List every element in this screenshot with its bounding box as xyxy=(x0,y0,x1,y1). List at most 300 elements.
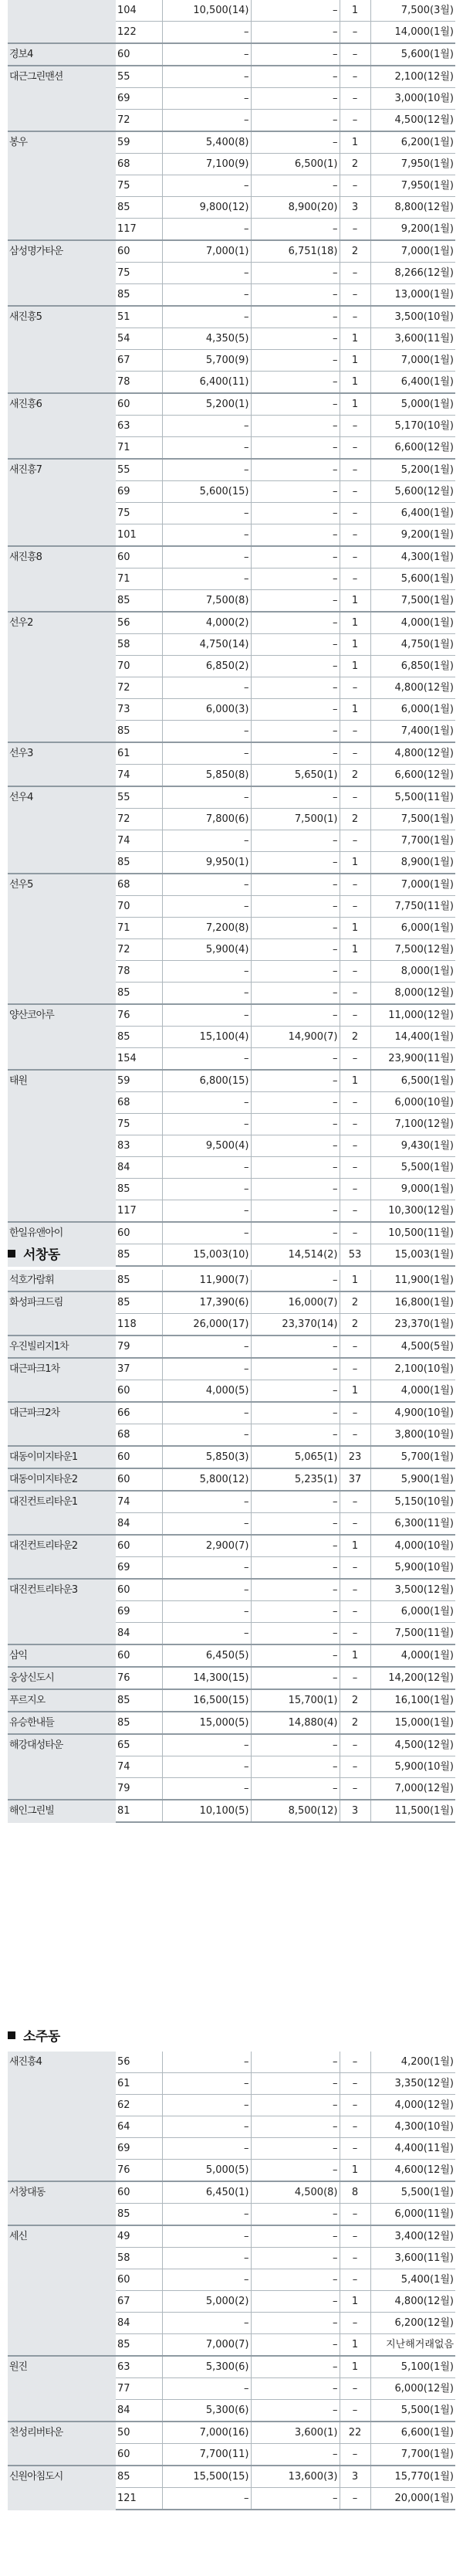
count-cell: 2 xyxy=(340,765,370,787)
trade-price-cell: – xyxy=(251,677,340,699)
listing-price-cell: 7,200(8) xyxy=(162,918,251,939)
trade-price-cell: – xyxy=(251,393,340,416)
area-cell: 74 xyxy=(116,1491,162,1513)
recent-price-cell: 5,400(1월) xyxy=(370,2269,455,2291)
apartment-name: 웅상신도시 xyxy=(8,1667,116,1689)
trade-price-cell: – xyxy=(251,2356,340,2378)
listing-price-cell: 11,900(7) xyxy=(162,1270,251,1291)
recent-price-cell: 4,500(5월) xyxy=(370,1336,455,1358)
area-cell: 63 xyxy=(116,2356,162,2378)
count-cell: – xyxy=(340,437,370,460)
table-row xyxy=(8,1712,455,1734)
recent-price-cell: 14,200(12월) xyxy=(370,1667,455,1689)
listing-price-cell: 10,100(5) xyxy=(162,1800,251,1822)
listing-price-cell: – xyxy=(162,1491,251,1513)
trade-price-cell: 23,370(14) xyxy=(251,1314,340,1336)
listing-price-cell: – xyxy=(162,2073,251,2095)
count-cell: – xyxy=(340,43,370,66)
count-cell: – xyxy=(340,2378,370,2400)
area-cell: 85 xyxy=(116,721,162,743)
recent-price-cell: 6,200(12월) xyxy=(370,2313,455,2334)
area-cell: 58 xyxy=(116,634,162,656)
listing-price-cell: – xyxy=(162,961,251,983)
listing-price-cell: 4,000(5) xyxy=(162,1380,251,1403)
recent-price-cell: 3,350(12월) xyxy=(370,2073,455,2095)
count-cell: – xyxy=(340,1557,370,1580)
area-cell: 37 xyxy=(116,1358,162,1380)
table-row xyxy=(8,1579,455,1601)
table-row xyxy=(8,1446,455,1468)
count-cell: – xyxy=(340,219,370,241)
area-cell: 60 xyxy=(116,1380,162,1403)
listing-price-cell: – xyxy=(162,2095,251,2116)
count-cell: – xyxy=(340,503,370,524)
recent-price-cell: 23,370(1월) xyxy=(370,1314,455,1336)
trade-price-cell: – xyxy=(251,1535,340,1557)
area-cell: 75 xyxy=(116,175,162,197)
trade-price-cell: – xyxy=(251,219,340,241)
area-cell: 74 xyxy=(116,765,162,787)
recent-price-cell: 11,000(12월) xyxy=(370,1004,455,1027)
recent-price-cell: 3,800(10월) xyxy=(370,1424,455,1447)
table-row xyxy=(8,1270,455,1291)
trade-price-cell: – xyxy=(251,1557,340,1580)
listing-price-cell: – xyxy=(162,88,251,110)
listing-price-cell: 16,500(15) xyxy=(162,1689,251,1712)
area-cell: 85 xyxy=(116,197,162,219)
trade-price-cell: – xyxy=(251,1222,340,1244)
listing-price-cell: 5,000(2) xyxy=(162,2291,251,2313)
count-cell: 1 xyxy=(340,1380,370,1403)
count-cell: – xyxy=(340,88,370,110)
count-cell: – xyxy=(340,2313,370,2334)
area-cell: 64 xyxy=(116,2116,162,2138)
trade-price-cell: – xyxy=(251,1734,340,1756)
trade-price-cell: 5,650(1) xyxy=(251,765,340,787)
listing-price-cell: – xyxy=(162,677,251,699)
count-cell: 1 xyxy=(340,590,370,613)
area-cell: 60 xyxy=(116,240,162,263)
listing-price-cell: – xyxy=(162,721,251,743)
area-cell: 75 xyxy=(116,503,162,524)
listing-price-cell: – xyxy=(162,786,251,809)
area-cell: 59 xyxy=(116,131,162,154)
area-cell: 60 xyxy=(116,1535,162,1557)
trade-price-cell: – xyxy=(251,2052,340,2073)
recent-price-cell: 6,400(1월) xyxy=(370,372,455,394)
table-row xyxy=(8,240,455,263)
trade-price-cell: – xyxy=(251,1513,340,1536)
recent-price-cell: 5,500(1월) xyxy=(370,2181,455,2204)
recent-price-cell: 15,003(1월) xyxy=(370,1244,455,1267)
recent-price-cell: 7,400(1월) xyxy=(370,721,455,743)
area-cell: 55 xyxy=(116,66,162,88)
area-cell: 85 xyxy=(116,983,162,1005)
listing-price-cell: – xyxy=(162,1179,251,1200)
trade-price-cell: – xyxy=(251,786,340,809)
trade-price-cell: – xyxy=(251,1092,340,1114)
area-cell: 84 xyxy=(116,2313,162,2334)
listing-price-cell: – xyxy=(162,22,251,44)
area-cell: 72 xyxy=(116,677,162,699)
count-cell: 2 xyxy=(340,809,370,830)
count-cell: – xyxy=(340,2400,370,2422)
listing-price-cell: – xyxy=(162,416,251,437)
trade-price-cell: – xyxy=(251,524,340,547)
trade-price-cell: – xyxy=(251,2073,340,2095)
count-cell: – xyxy=(340,1756,370,1778)
area-cell: 81 xyxy=(116,1800,162,1822)
listing-price-cell: – xyxy=(162,43,251,66)
trade-price-cell: – xyxy=(251,88,340,110)
recent-price-cell: 6,400(1월) xyxy=(370,503,455,524)
count-cell: – xyxy=(340,546,370,568)
area-cell: 78 xyxy=(116,372,162,394)
apartment-name: 석호가람휘 xyxy=(8,1270,116,1291)
recent-price-cell: 9,430(1월) xyxy=(370,1135,455,1157)
area-cell: 84 xyxy=(116,1623,162,1645)
recent-price-cell: 8,000(12월) xyxy=(370,983,455,1005)
apartment-name: 새진흥6 xyxy=(8,393,116,459)
recent-price-cell: 4,500(12월) xyxy=(370,1734,455,1756)
table-row xyxy=(8,1734,455,1756)
count-cell: – xyxy=(340,830,370,852)
listing-price-cell: – xyxy=(162,1157,251,1179)
recent-price-cell: 4,000(1월) xyxy=(370,1380,455,1403)
trade-price-cell: – xyxy=(251,372,340,394)
recent-price-cell: 6,500(1월) xyxy=(370,1070,455,1092)
table-row xyxy=(8,612,455,634)
count-cell: – xyxy=(340,961,370,983)
listing-price-cell: 7,700(11) xyxy=(162,2444,251,2466)
count-cell: – xyxy=(340,481,370,503)
count-cell: 1 xyxy=(340,2291,370,2313)
count-cell: – xyxy=(340,1623,370,1645)
trade-price-cell: 8,900(20) xyxy=(251,197,340,219)
area-cell: 85 xyxy=(116,2466,162,2488)
recent-price-cell: 3,000(10월) xyxy=(370,88,455,110)
trade-price-cell: – xyxy=(251,634,340,656)
listing-price-cell: – xyxy=(162,263,251,284)
listing-price-cell: – xyxy=(162,1424,251,1447)
trade-price-cell: – xyxy=(251,1424,340,1447)
apartment-name: 서창대동 xyxy=(8,2181,116,2225)
listing-price-cell: – xyxy=(162,1756,251,1778)
table-row xyxy=(8,742,455,765)
trade-price-cell: – xyxy=(251,1336,340,1358)
table-row xyxy=(8,459,455,481)
apartment-name: 푸르지오 xyxy=(8,1689,116,1712)
recent-price-cell: 4,750(1월) xyxy=(370,634,455,656)
recent-price-cell: 6,000(1월) xyxy=(370,1601,455,1623)
listing-price-cell: – xyxy=(162,1601,251,1623)
count-cell: – xyxy=(340,1513,370,1536)
recent-price-cell: 3,600(11월) xyxy=(370,2248,455,2269)
recent-price-cell: 6,000(1월) xyxy=(370,918,455,939)
listing-price-cell: 5,900(4) xyxy=(162,939,251,961)
area-cell: 85 xyxy=(116,1027,162,1048)
count-cell: 1 xyxy=(340,372,370,394)
count-cell: – xyxy=(340,1491,370,1513)
apartment-name: 대근그린맨션 xyxy=(8,66,116,131)
table-row xyxy=(8,2422,455,2444)
recent-price-cell: 7,000(12월) xyxy=(370,1778,455,1800)
trade-price-cell: – xyxy=(251,656,340,677)
area-cell: 72 xyxy=(116,110,162,132)
area-cell: 73 xyxy=(116,699,162,721)
area-cell: 60 xyxy=(116,1579,162,1601)
listing-price-cell: – xyxy=(162,874,251,896)
area-cell: 154 xyxy=(116,1048,162,1071)
apartment-name: 해강대성타운 xyxy=(8,1734,116,1800)
listing-price-cell: – xyxy=(162,437,251,460)
trade-price-cell: 4,500(8) xyxy=(251,2181,340,2204)
listing-price-cell: – xyxy=(162,830,251,852)
area-cell: 104 xyxy=(116,0,162,22)
recent-price-cell: 5,600(1월) xyxy=(370,43,455,66)
trade-price-cell: – xyxy=(251,612,340,634)
area-cell: 61 xyxy=(116,742,162,765)
recent-price-cell: 5,600(12월) xyxy=(370,481,455,503)
count-cell: 1 xyxy=(340,918,370,939)
listing-price-cell: – xyxy=(162,2248,251,2269)
table-row xyxy=(8,1291,455,1314)
table-row xyxy=(8,66,455,88)
area-cell: 56 xyxy=(116,612,162,634)
apartment-name: 새진흥4 xyxy=(8,2052,116,2181)
listing-price-cell: 5,300(6) xyxy=(162,2400,251,2422)
listing-price-cell: 6,000(3) xyxy=(162,699,251,721)
recent-price-cell: 5,600(1월) xyxy=(370,568,455,590)
trade-price-cell: – xyxy=(251,1623,340,1645)
recent-price-cell: 3,500(10월) xyxy=(370,306,455,328)
table-row xyxy=(8,1667,455,1689)
area-cell: 69 xyxy=(116,88,162,110)
table-row xyxy=(8,786,455,809)
listing-price-cell: – xyxy=(162,1513,251,1536)
count-cell: – xyxy=(340,721,370,743)
recent-price-cell: 11,500(1월) xyxy=(370,1800,455,1822)
count-cell: 3 xyxy=(340,197,370,219)
apartment-name xyxy=(8,0,116,43)
section-title: 서창동 xyxy=(23,1247,60,1263)
listing-price-cell: 14,300(15) xyxy=(162,1667,251,1689)
square-bullet-icon xyxy=(8,2031,15,2039)
trade-price-cell: – xyxy=(251,416,340,437)
trade-price-cell: – xyxy=(251,481,340,503)
recent-price-cell: 7,500(11월) xyxy=(370,1623,455,1645)
area-cell: 69 xyxy=(116,2138,162,2160)
listing-price-cell: – xyxy=(162,896,251,918)
apartment-name: 화성파크드림 xyxy=(8,1291,116,1336)
count-cell: 1 xyxy=(340,131,370,154)
recent-price-cell: 5,500(11월) xyxy=(370,786,455,809)
recent-price-cell: 5,200(1월) xyxy=(370,459,455,481)
table-row xyxy=(8,1402,455,1424)
listing-price-cell: 6,850(2) xyxy=(162,656,251,677)
trade-price-cell: – xyxy=(251,1270,340,1291)
count-cell: 1 xyxy=(340,350,370,372)
apartment-name: 우진빌리지1차 xyxy=(8,1336,116,1358)
recent-price-cell: 11,900(1월) xyxy=(370,1270,455,1291)
table-row xyxy=(8,393,455,416)
recent-price-cell: 16,800(1월) xyxy=(370,1291,455,1314)
area-cell: 85 xyxy=(116,1712,162,1734)
listing-price-cell: – xyxy=(162,1734,251,1756)
area-cell: 60 xyxy=(116,546,162,568)
area-cell: 83 xyxy=(116,1135,162,1157)
price-table-seochang xyxy=(8,1270,455,1823)
area-cell: 68 xyxy=(116,1424,162,1447)
trade-price-cell: – xyxy=(251,2160,340,2182)
area-cell: 84 xyxy=(116,1513,162,1536)
recent-price-cell: 10,500(11월) xyxy=(370,1222,455,1244)
count-cell: – xyxy=(340,524,370,547)
count-cell: – xyxy=(340,2248,370,2269)
listing-price-cell: 15,000(5) xyxy=(162,1712,251,1734)
area-cell: 79 xyxy=(116,1778,162,1800)
area-cell: 56 xyxy=(116,2052,162,2073)
count-cell: – xyxy=(340,2444,370,2466)
count-cell: – xyxy=(340,1667,370,1689)
count-cell: 37 xyxy=(340,1468,370,1491)
listing-price-cell: – xyxy=(162,1048,251,1071)
listing-price-cell: 5,850(3) xyxy=(162,1446,251,1468)
listing-price-cell: 5,300(6) xyxy=(162,2356,251,2378)
listing-price-cell: 6,400(11) xyxy=(162,372,251,394)
table-row xyxy=(8,0,455,22)
apartment-name: 새진흥7 xyxy=(8,459,116,546)
section-title: 소주동 xyxy=(23,2029,60,2045)
area-cell: 85 xyxy=(116,284,162,307)
apartment-name: 신원아침도시 xyxy=(8,2466,116,2510)
count-cell: – xyxy=(340,2138,370,2160)
table-row xyxy=(8,546,455,568)
recent-price-cell: 6,300(11월) xyxy=(370,1513,455,1536)
area-cell: 61 xyxy=(116,2073,162,2095)
trade-price-cell: – xyxy=(251,830,340,852)
area-cell: 85 xyxy=(116,2334,162,2357)
area-cell: 68 xyxy=(116,1092,162,1114)
count-cell: – xyxy=(340,2488,370,2510)
trade-price-cell: – xyxy=(251,699,340,721)
recent-price-cell: 5,900(1월) xyxy=(370,1468,455,1491)
count-cell: 1 xyxy=(340,612,370,634)
count-cell: – xyxy=(340,1424,370,1447)
listing-price-cell: – xyxy=(162,546,251,568)
recent-price-cell: 4,000(10월) xyxy=(370,1535,455,1557)
count-cell: 2 xyxy=(340,1712,370,1734)
apartment-name: 대동이미지타운1 xyxy=(8,1446,116,1468)
area-cell: 75 xyxy=(116,263,162,284)
count-cell: 1 xyxy=(340,1270,370,1291)
listing-price-cell: – xyxy=(162,1579,251,1601)
table-row xyxy=(8,1689,455,1712)
listing-price-cell: 6,450(5) xyxy=(162,1644,251,1667)
listing-price-cell: – xyxy=(162,742,251,765)
recent-price-cell: 9,000(1월) xyxy=(370,1179,455,1200)
area-cell: 67 xyxy=(116,2291,162,2313)
recent-price-cell: 20,000(1월) xyxy=(370,2488,455,2510)
listing-price-cell: – xyxy=(162,1092,251,1114)
trade-price-cell: 13,600(3) xyxy=(251,2466,340,2488)
recent-price-cell: 3,600(11월) xyxy=(370,328,455,350)
count-cell: – xyxy=(340,175,370,197)
recent-price-cell: 7,000(1월) xyxy=(370,874,455,896)
area-cell: 63 xyxy=(116,416,162,437)
trade-price-cell: 15,700(1) xyxy=(251,1689,340,1712)
count-cell: 2 xyxy=(340,1314,370,1336)
count-cell: 1 xyxy=(340,1535,370,1557)
area-cell: 117 xyxy=(116,1200,162,1223)
apartment-name: 봉우 xyxy=(8,131,116,240)
area-cell: 72 xyxy=(116,809,162,830)
apartment-name: 대근파크2차 xyxy=(8,1402,116,1446)
trade-price-cell: 14,514(2) xyxy=(251,1244,340,1267)
table-row xyxy=(8,1491,455,1513)
recent-price-cell: 7,000(1월) xyxy=(370,240,455,263)
table-row xyxy=(8,1358,455,1380)
listing-price-cell: 17,390(6) xyxy=(162,1291,251,1314)
recent-price-cell: 2,100(10월) xyxy=(370,1358,455,1380)
listing-price-cell: 4,350(5) xyxy=(162,328,251,350)
trade-price-cell: – xyxy=(251,22,340,44)
listing-price-cell: – xyxy=(162,1336,251,1358)
apartment-name: 유승한내들 xyxy=(8,1712,116,1734)
count-cell: 1 xyxy=(340,2356,370,2378)
trade-price-cell: – xyxy=(251,939,340,961)
apartment-name: 대동이미지타운2 xyxy=(8,1468,116,1491)
area-cell: 55 xyxy=(116,786,162,809)
count-cell: – xyxy=(340,568,370,590)
listing-price-cell: – xyxy=(162,2116,251,2138)
listing-price-cell: 5,800(12) xyxy=(162,1468,251,1491)
count-cell: 1 xyxy=(340,393,370,416)
listing-price-cell: – xyxy=(162,1402,251,1424)
count-cell: – xyxy=(340,896,370,918)
count-cell: – xyxy=(340,2204,370,2226)
listing-price-cell: – xyxy=(162,459,251,481)
recent-price-cell: 6,200(1월) xyxy=(370,131,455,154)
area-cell: 69 xyxy=(116,481,162,503)
trade-price-cell: – xyxy=(251,2444,340,2466)
table-row xyxy=(8,1800,455,1822)
recent-price-cell: 6,000(11월) xyxy=(370,2204,455,2226)
recent-price-cell: 3,400(12월) xyxy=(370,2225,455,2248)
recent-price-cell: 14,400(1월) xyxy=(370,1027,455,1048)
recent-price-cell: 4,800(12월) xyxy=(370,2291,455,2313)
trade-price-cell: – xyxy=(251,175,340,197)
listing-price-cell: 9,950(1) xyxy=(162,852,251,874)
trade-price-cell: – xyxy=(251,590,340,613)
listing-price-cell: – xyxy=(162,1004,251,1027)
count-cell: – xyxy=(340,263,370,284)
area-cell: 49 xyxy=(116,2225,162,2248)
trade-price-cell: – xyxy=(251,350,340,372)
area-cell: 121 xyxy=(116,2488,162,2510)
apartment-name: 선우2 xyxy=(8,612,116,742)
trade-price-cell: 7,500(1) xyxy=(251,809,340,830)
count-cell: – xyxy=(340,1157,370,1179)
area-cell: 75 xyxy=(116,1114,162,1135)
count-cell: 22 xyxy=(340,2422,370,2444)
table-row xyxy=(8,1222,455,1244)
trade-price-cell: – xyxy=(251,0,340,22)
recent-price-cell: 4,800(12월) xyxy=(370,742,455,765)
trade-price-cell: – xyxy=(251,2378,340,2400)
count-cell: – xyxy=(340,1114,370,1135)
area-cell: 117 xyxy=(116,219,162,241)
